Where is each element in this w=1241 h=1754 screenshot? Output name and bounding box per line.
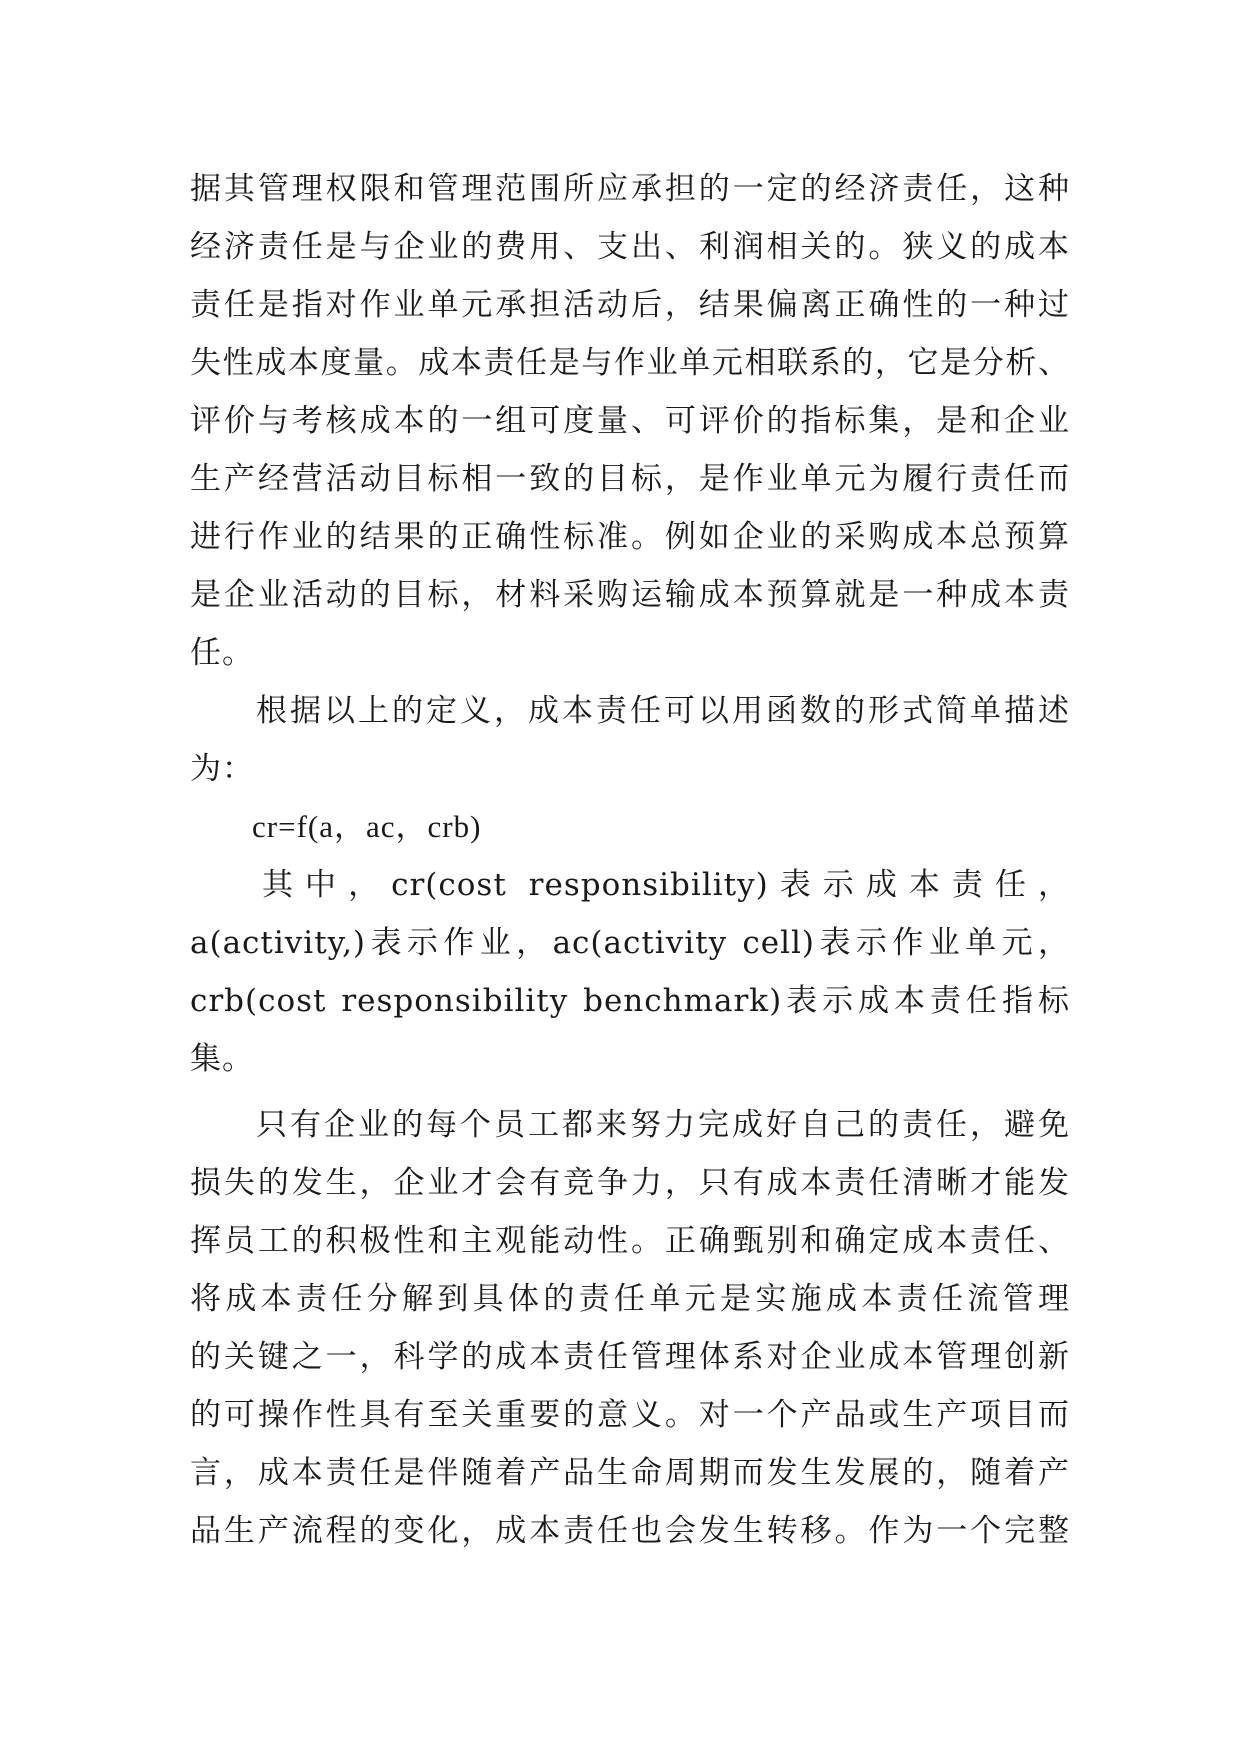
text-line: 评价与考核成本的一组可度量、可评价的指标集，是和企业: [190, 403, 1070, 439]
text-line: 集。: [190, 1041, 254, 1077]
paragraph-function-intro: [190, 682, 1070, 798]
text-line: 任。: [190, 635, 254, 671]
text-line: a(activity,)表示作业，ac(activity cell)表示作业单元，: [190, 925, 1070, 961]
text-line: 据其管理权限和管理范围所应承担的一定的经济责任，这种: [190, 171, 1070, 207]
text-line: 言，成本责任是伴随着产品生命周期而发生发展的，随着产: [190, 1455, 1070, 1491]
text-line: 的可操作性具有至关重要的意义。对一个产品或生产项目而: [190, 1397, 1070, 1433]
paragraph-cost-responsibility-definition: [190, 160, 1070, 682]
body-text: [190, 160, 1070, 1560]
text-line: 为：: [190, 751, 254, 787]
text-line: 根据以上的定义，成本责任可以用函数的形式简单描述: [256, 693, 1070, 729]
text-line: 挥员工的积极性和主观能动性。正确甄别和确定成本责任、: [190, 1223, 1070, 1259]
text-line: 将成本责任分解到具体的责任单元是实施成本责任流管理: [190, 1281, 1070, 1317]
text-line: 损失的发生，企业才会有竞争力，只有成本责任清晰才能发: [190, 1165, 1070, 1201]
text-line: 生产经营活动目标相一致的目标，是作业单元为履行责任而: [190, 461, 1070, 497]
text-line: crb(cost responsibility benchmark)表示成本责任指标: [190, 983, 1070, 1019]
text-line: 进行作业的结果的正确性标准。例如企业的采购成本总预算: [190, 519, 1070, 555]
text-line: 责任是指对作业单元承担活动后，结果偏离正确性的一种过: [190, 287, 1070, 323]
paragraph-formula: [190, 798, 1070, 856]
formula: cr=f(a，ac，crb): [252, 809, 482, 844]
text-line: 经济责任是与企业的费用、支出、利润相关的。狭义的成本: [190, 229, 1070, 265]
text-line: 失性成本度量。成本责任是与作业单元相联系的，它是分析、: [190, 345, 1070, 381]
text-line: 只有企业的每个员工都来努力完成好自己的责任，避免: [256, 1107, 1070, 1143]
paragraph-variable-definitions: [190, 856, 1070, 1088]
text-line: 是企业活动的目标，材料采购运输成本预算就是一种成本责: [190, 577, 1070, 613]
paragraph-gap: [190, 1088, 1070, 1096]
text-line: 其中，cr(cost responsibility)表示成本责任，: [262, 867, 1070, 903]
text-line: 品生产流程的变化，成本责任也会发生转移。作为一个完整: [190, 1513, 1070, 1549]
text-line: 的关键之一，科学的成本责任管理体系对企业成本管理创新: [190, 1339, 1070, 1375]
paragraph-importance: [190, 1096, 1070, 1560]
